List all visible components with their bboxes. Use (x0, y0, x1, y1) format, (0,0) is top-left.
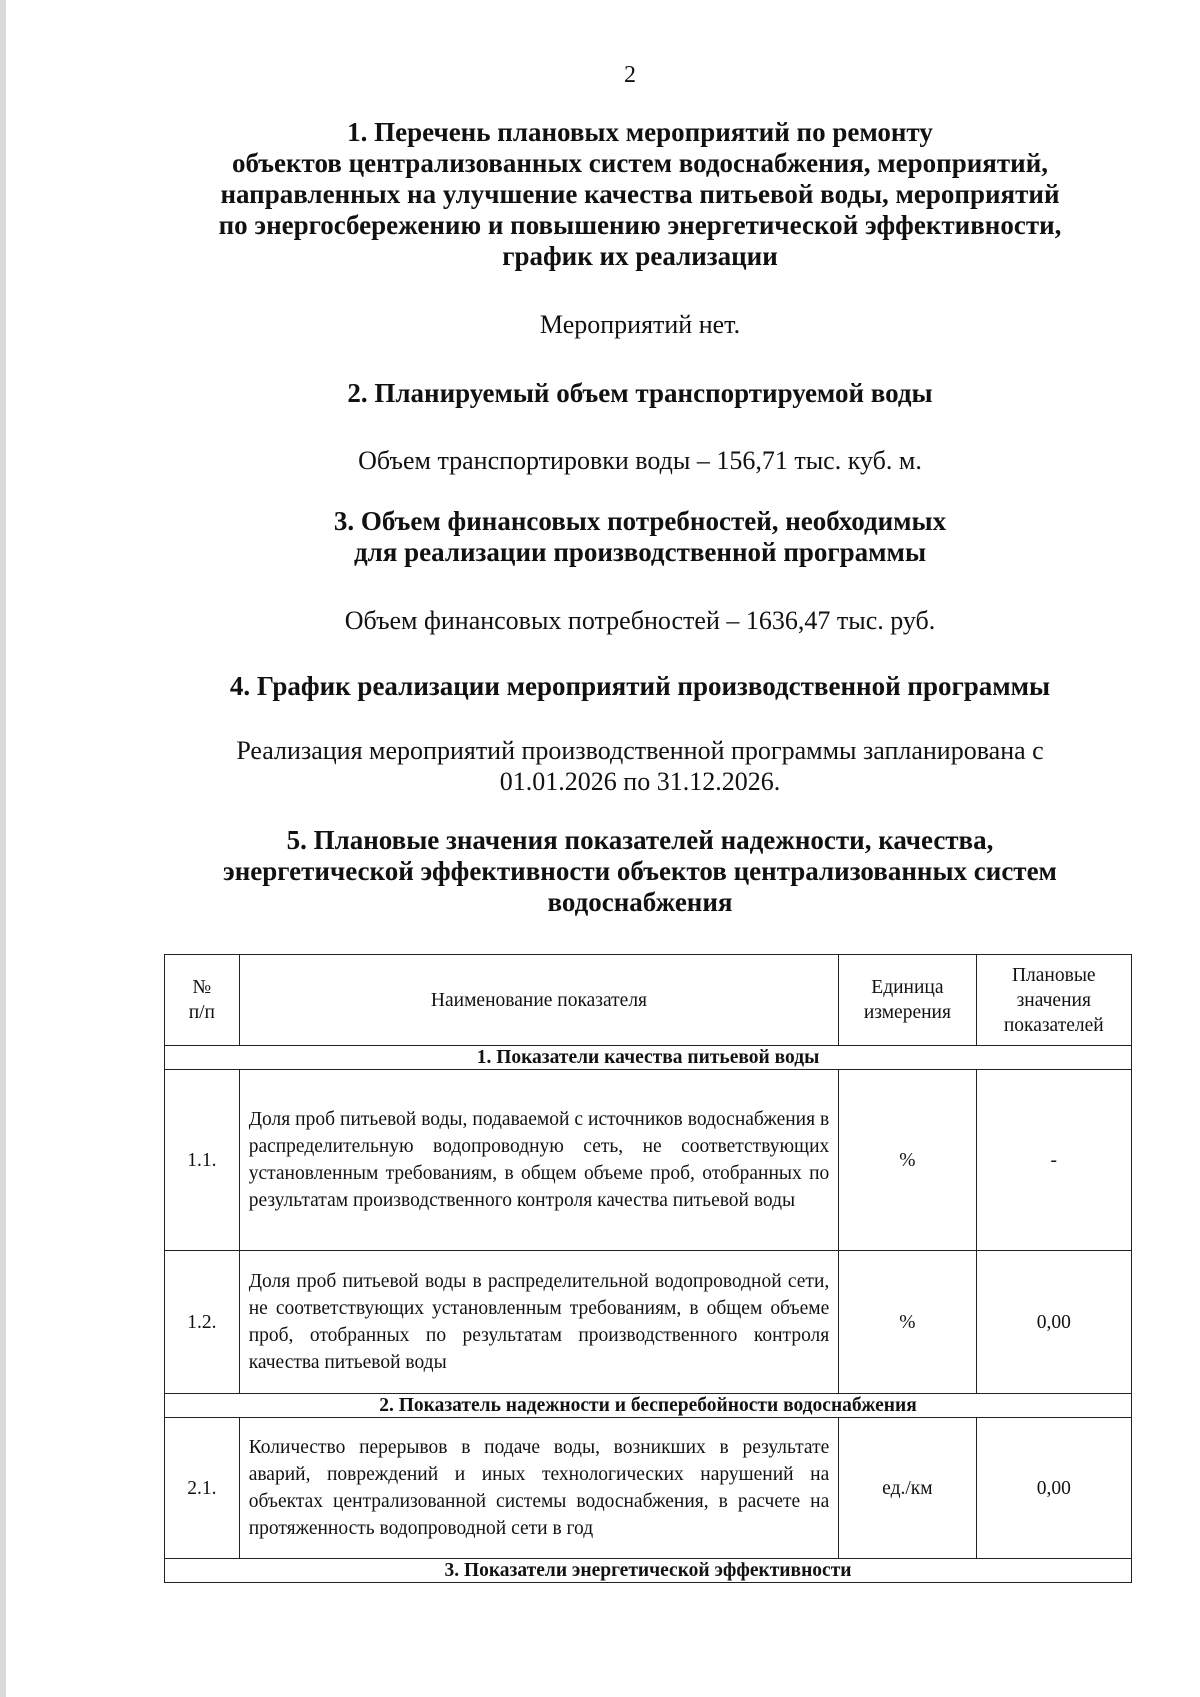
row-number: 2.1. (165, 1418, 240, 1559)
heading-line: энергетической эффективности объектов централизованных систем (223, 856, 1057, 886)
heading-line: 2. Планируемый объем транспортируемой воды (347, 378, 933, 408)
section-5-heading (160, 825, 1120, 918)
header-text: Плановые (1011, 964, 1096, 986)
heading-line: 5. Плановые значения показателей надежности, качества, (286, 825, 994, 855)
heading-line: 4. График реализации мероприятий производственной программы (229, 671, 1051, 701)
heading-line: направленных на улучшение качества питьевой воды, мероприятий (220, 179, 1060, 209)
table-section-row (165, 1559, 1132, 1583)
heading-line: по энергосбережению и повышению энергетической эффективности, (218, 210, 1062, 240)
table-row (165, 1251, 1132, 1394)
page-number: 2 (624, 62, 636, 88)
heading-line: 1. Перечень плановых мероприятий по ремонту (347, 117, 933, 147)
section-title: 2. Показатель надежности и бесперебойности водоснабжения (165, 1394, 1132, 1418)
heading-line: объектов централизованных систем водоснабжения, мероприятий, (231, 148, 1049, 178)
indicator-name: Доля проб питьевой воды в распределительной водопроводной сети, не соответствующих установленным требованиям, в общем объеме проб, отобранных по результатам производственного контроля качества питьевой воды (239, 1251, 839, 1394)
header-value (976, 955, 1131, 1046)
indicator-unit: ед./км (839, 1418, 976, 1559)
section-1-heading (160, 117, 1120, 272)
indicator-name: Количество перерывов в подаче воды, возникших в результате аварий, повреждений и иных технологических нарушений на объектах централизованной системы водоснабжения, в расчете на протяженность водопроводной сети в год (239, 1418, 839, 1559)
heading-line: водоснабжения (547, 887, 733, 917)
header-name (239, 955, 839, 1046)
table-section-row (165, 1394, 1132, 1418)
header-num (165, 955, 240, 1046)
scan-edge (0, 0, 6, 1697)
indicator-value: - (976, 1070, 1131, 1251)
table-row (165, 1070, 1132, 1251)
section-title: 3. Показатели энергетической эффективности (165, 1559, 1132, 1583)
indicator-value: 0,00 (976, 1418, 1131, 1559)
indicators-table (164, 954, 1132, 1583)
row-number: 1.1. (165, 1070, 240, 1251)
table-header-row (165, 955, 1132, 1046)
header-text: измерения (863, 1002, 951, 1023)
table-row (165, 1418, 1132, 1559)
text-line: Реализация мероприятий производственной программы запланирована с (236, 736, 1044, 765)
section-2-heading (160, 378, 1120, 409)
header-unit (839, 955, 976, 1046)
indicator-unit: % (839, 1070, 976, 1251)
section-title: 1. Показатели качества питьевой воды (165, 1046, 1132, 1070)
section-2-text (160, 445, 1120, 476)
header-text: значения (1016, 989, 1091, 1011)
row-number: 1.2. (165, 1251, 240, 1394)
heading-line: 3. Объем финансовых потребностей, необходимых (333, 506, 947, 536)
header-text: Наименование показателя (430, 989, 648, 1011)
header-text: показателей (1003, 1014, 1104, 1036)
indicator-name: Доля проб питьевой воды, подаваемой с источников водоснабжения в распределительную водопроводную сеть, не соответствующих установленным требованиям, в общем объеме проб, отобранных по результатам производственного контроля качества питьевой воды (239, 1070, 839, 1251)
indicator-unit: % (839, 1251, 976, 1394)
table-section-row (165, 1046, 1132, 1070)
header-text: Единица (871, 977, 944, 998)
section-3-text (160, 605, 1120, 636)
header-text: п/п (188, 1002, 215, 1023)
text-line: Объем финансовых потребностей – 1636,47 тыс. руб. (344, 606, 936, 635)
section-3-heading (160, 506, 1120, 568)
text-line: Мероприятий нет. (539, 310, 741, 339)
section-4-heading (160, 671, 1120, 702)
heading-line: график их реализации (502, 241, 778, 271)
indicator-value: 0,00 (976, 1251, 1131, 1394)
section-4-text (160, 735, 1120, 797)
section-1-text (160, 309, 1120, 340)
header-text: № (192, 977, 212, 998)
text-line: Объем транспортировки воды – 156,71 тыс. куб. м. (358, 446, 922, 475)
text-line: 01.01.2026 по 31.12.2026. (499, 767, 781, 796)
heading-line: для реализации производственной программы (353, 537, 927, 567)
